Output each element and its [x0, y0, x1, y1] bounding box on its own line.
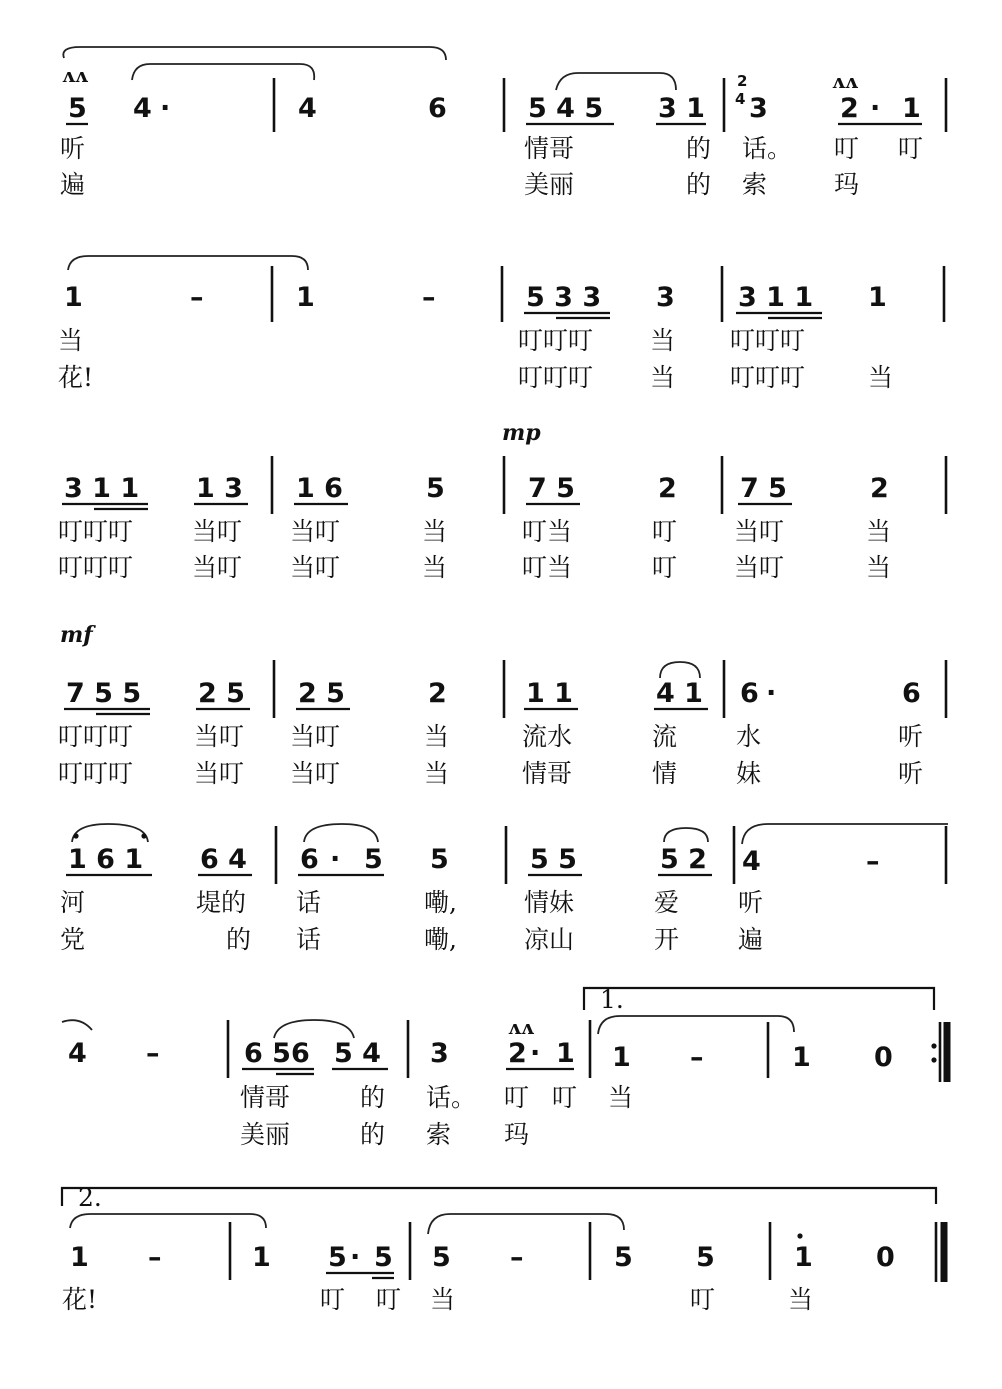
- note: 3: [430, 1038, 449, 1069]
- high-octave-dot: [797, 1233, 802, 1238]
- lyric: 索: [742, 170, 768, 199]
- lyric: 当: [866, 553, 892, 582]
- lyric: 凉山: [524, 925, 575, 954]
- note-group: 7 5: [740, 473, 787, 504]
- lyric: 叮: [376, 1285, 402, 1314]
- lyric: 叮当: [522, 517, 573, 546]
- lyric: 的: [686, 134, 712, 163]
- note-group: 2 5: [298, 678, 345, 709]
- note: 1: [296, 282, 315, 313]
- slur: [274, 1020, 354, 1038]
- lyric: 当: [430, 1285, 456, 1314]
- time-signature-top: 2: [737, 72, 748, 90]
- lyric: 当: [424, 759, 450, 788]
- note: 4: [133, 93, 152, 124]
- note: 5: [68, 93, 87, 124]
- note: 4: [742, 846, 761, 877]
- lyric: 当叮: [194, 722, 245, 751]
- lyric: 叮: [552, 1083, 578, 1112]
- lyric: 叮叮叮: [730, 363, 806, 392]
- volta-1-label: 1.: [600, 985, 624, 1014]
- lyric: 情妹: [524, 888, 575, 917]
- note: 5: [614, 1242, 633, 1273]
- note-group: 3 1 1: [64, 473, 140, 504]
- note: 3: [656, 282, 675, 313]
- lyric: 叮当: [522, 553, 573, 582]
- note: 6: [300, 844, 319, 875]
- note-group: 1 3: [196, 473, 243, 504]
- dash: –: [190, 282, 204, 313]
- note: 1: [792, 1042, 811, 1073]
- lyric: 当叮: [290, 759, 341, 788]
- tie: [70, 1214, 266, 1228]
- slur: [63, 47, 446, 60]
- note-dot: ·: [870, 93, 881, 124]
- lyric: 堤的: [196, 888, 247, 917]
- dash: –: [690, 1042, 704, 1073]
- lyric: 叮叮叮: [58, 722, 134, 751]
- note: 5: [364, 844, 383, 875]
- row-7: [62, 1183, 944, 1314]
- lyric: 嘞,: [424, 888, 457, 917]
- note: 5: [426, 473, 445, 504]
- lyric: 叮叮叮: [58, 517, 134, 546]
- row-3: [58, 420, 946, 582]
- lyric: 当: [868, 363, 894, 392]
- note: 5: [432, 1242, 451, 1273]
- note: 1: [794, 1242, 813, 1273]
- row-1: [60, 47, 946, 199]
- lyric: 当叮: [290, 722, 341, 751]
- dash: –: [146, 1038, 160, 1069]
- note: 1: [252, 1242, 271, 1273]
- note: 6: [428, 93, 447, 124]
- lyric: 当叮: [290, 517, 341, 546]
- note-dot: ·: [160, 93, 171, 124]
- note: 5: [430, 844, 449, 875]
- note: 1: [868, 282, 887, 313]
- dash: –: [866, 846, 880, 877]
- lyric: 叮叮叮: [58, 553, 134, 582]
- lyric: 当: [422, 553, 448, 582]
- lyric: 叮: [320, 1285, 346, 1314]
- note-group: 3 1: [658, 93, 705, 124]
- note-dot: ·: [766, 678, 777, 709]
- note: 5: [374, 1242, 393, 1273]
- row-6: [62, 985, 947, 1149]
- lyric: 当叮: [290, 553, 341, 582]
- note-group: 7 5 5: [66, 678, 142, 709]
- lyric: 当: [650, 363, 676, 392]
- lyric: 情: [652, 759, 678, 788]
- lyric: 话。: [742, 134, 793, 163]
- note-group: 4 1: [656, 678, 703, 709]
- note-group: 6 4: [200, 844, 247, 875]
- lyric: 玛: [504, 1120, 530, 1149]
- lyric: 索: [426, 1120, 452, 1149]
- slur: [72, 824, 148, 842]
- lyric: 当: [788, 1285, 814, 1314]
- repeat-dot: [931, 1057, 936, 1062]
- lyric: 的: [686, 170, 712, 199]
- lyric: 嘞,: [424, 925, 457, 954]
- note-group: 5 2: [660, 844, 707, 875]
- lyric: 听: [898, 759, 924, 788]
- dash: –: [510, 1242, 524, 1273]
- note: 1: [70, 1242, 89, 1273]
- rest: 0: [874, 1042, 893, 1073]
- note-group: 1 1: [526, 678, 573, 709]
- lyric: 当: [866, 517, 892, 546]
- note-dot: ·: [330, 844, 341, 875]
- high-octave-dot: [141, 833, 146, 838]
- volta-2-bracket: [62, 1188, 936, 1206]
- row-2: [58, 256, 944, 392]
- lyric: 情哥: [524, 134, 575, 163]
- note-group: 5 4: [334, 1038, 381, 1069]
- note-dot: ·: [350, 1242, 361, 1273]
- slur: [660, 662, 700, 678]
- lyric: 当: [424, 722, 450, 751]
- lyric: 的: [360, 1083, 386, 1112]
- dynamic-mf: mf: [60, 622, 93, 648]
- lyric: 流水: [522, 722, 573, 751]
- slur: [304, 824, 378, 842]
- note-group: 6 56: [244, 1038, 310, 1069]
- lyric: 叮: [652, 553, 678, 582]
- lyric: 当: [608, 1083, 634, 1112]
- note: 6: [740, 678, 759, 709]
- note: 4: [68, 1038, 87, 1069]
- lyric: 爱: [654, 888, 680, 917]
- lyric: 的: [360, 1120, 386, 1149]
- row-5: [60, 824, 948, 954]
- lyric: 水: [736, 722, 762, 751]
- note: 2: [428, 678, 447, 709]
- note: 1: [902, 93, 921, 124]
- lyric: 当叮: [734, 517, 785, 546]
- lyric: 叮叮叮: [730, 326, 806, 355]
- lyric: 当叮: [734, 553, 785, 582]
- dash: –: [148, 1242, 162, 1273]
- note: 2: [840, 93, 859, 124]
- note-group: 3 1 1: [738, 282, 814, 313]
- note: 1: [612, 1042, 631, 1073]
- lyric: 情哥: [240, 1083, 291, 1112]
- lyric: 美丽: [524, 170, 575, 199]
- note-group: 1 6: [296, 473, 343, 504]
- lyric: 叮叮叮: [58, 759, 134, 788]
- note: 2: [870, 473, 889, 504]
- lyric: 遍: [60, 170, 86, 199]
- lyric: 的: [226, 925, 252, 954]
- note-group: 1 6 1: [68, 844, 144, 875]
- note: 2: [508, 1038, 527, 1069]
- lyric: 叮: [652, 517, 678, 546]
- rest: 0: [876, 1242, 895, 1273]
- volta-1-bracket: [584, 988, 934, 1010]
- row-4: [58, 622, 946, 788]
- note-group: 5 3 3: [526, 282, 602, 313]
- lyric: 话: [296, 925, 322, 954]
- lyric: 当叮: [192, 553, 243, 582]
- lyric: 叮叮叮: [518, 363, 594, 392]
- repeat-dot: [931, 1043, 936, 1048]
- lyric: 流: [652, 722, 678, 751]
- lyric: 叮叮叮: [518, 326, 594, 355]
- lyric: 当叮: [194, 759, 245, 788]
- lyric: 妹: [736, 759, 762, 788]
- tie: [598, 1016, 794, 1034]
- tie: [742, 824, 948, 844]
- lyric: 话。: [426, 1083, 477, 1112]
- lyric: 听: [60, 134, 86, 163]
- lyric: 河: [60, 888, 86, 917]
- lyric: 叮: [898, 134, 924, 163]
- lyric: 叮: [690, 1285, 716, 1314]
- note: 3: [749, 93, 768, 124]
- slur: [556, 73, 676, 90]
- note-group: 5 5: [530, 844, 577, 875]
- slur: [132, 64, 314, 80]
- lyric: 党: [60, 925, 86, 954]
- note-group: 7 5: [528, 473, 575, 504]
- slur: [664, 828, 708, 842]
- note-group: 2 5: [198, 678, 245, 709]
- lyric: 听: [898, 722, 924, 751]
- lyric: 叮: [504, 1083, 530, 1112]
- tie: [428, 1214, 624, 1234]
- lyric: 叮: [834, 134, 860, 163]
- lyric: 花!: [58, 363, 94, 392]
- lyric: 话: [296, 888, 322, 917]
- note: 6: [902, 678, 921, 709]
- note: 4: [298, 93, 317, 124]
- lyric: 遍: [738, 925, 764, 954]
- note: 5: [328, 1242, 347, 1273]
- lyric: 当: [650, 326, 676, 355]
- note: 5: [696, 1242, 715, 1273]
- dynamic-mp: mp: [502, 420, 541, 446]
- lyric: 当: [422, 517, 448, 546]
- lyric: 花!: [62, 1285, 98, 1314]
- note: 1: [64, 282, 83, 313]
- lyric: 当叮: [192, 517, 243, 546]
- vibrato-mark: ʌʌ: [832, 69, 858, 93]
- lyric: 听: [738, 888, 764, 917]
- time-signature-bottom: 4: [735, 90, 746, 108]
- lyric: 开: [654, 925, 680, 954]
- lyric: 当: [58, 326, 84, 355]
- lyric: 玛: [834, 170, 860, 199]
- lyric: 情哥: [522, 759, 573, 788]
- vibrato-mark: ʌʌ: [62, 63, 88, 87]
- dash: –: [422, 282, 436, 313]
- volta-2-label: 2.: [78, 1183, 102, 1212]
- vibrato-mark: ʌʌ: [508, 1015, 534, 1039]
- note-dot: ·: [530, 1038, 541, 1069]
- note: 2: [658, 473, 677, 504]
- note: 1: [556, 1038, 575, 1069]
- lyric: 美丽: [240, 1120, 291, 1149]
- tie-end: [62, 1020, 92, 1030]
- note-group: 5 4 5: [528, 93, 604, 124]
- high-octave-dot: [73, 833, 78, 838]
